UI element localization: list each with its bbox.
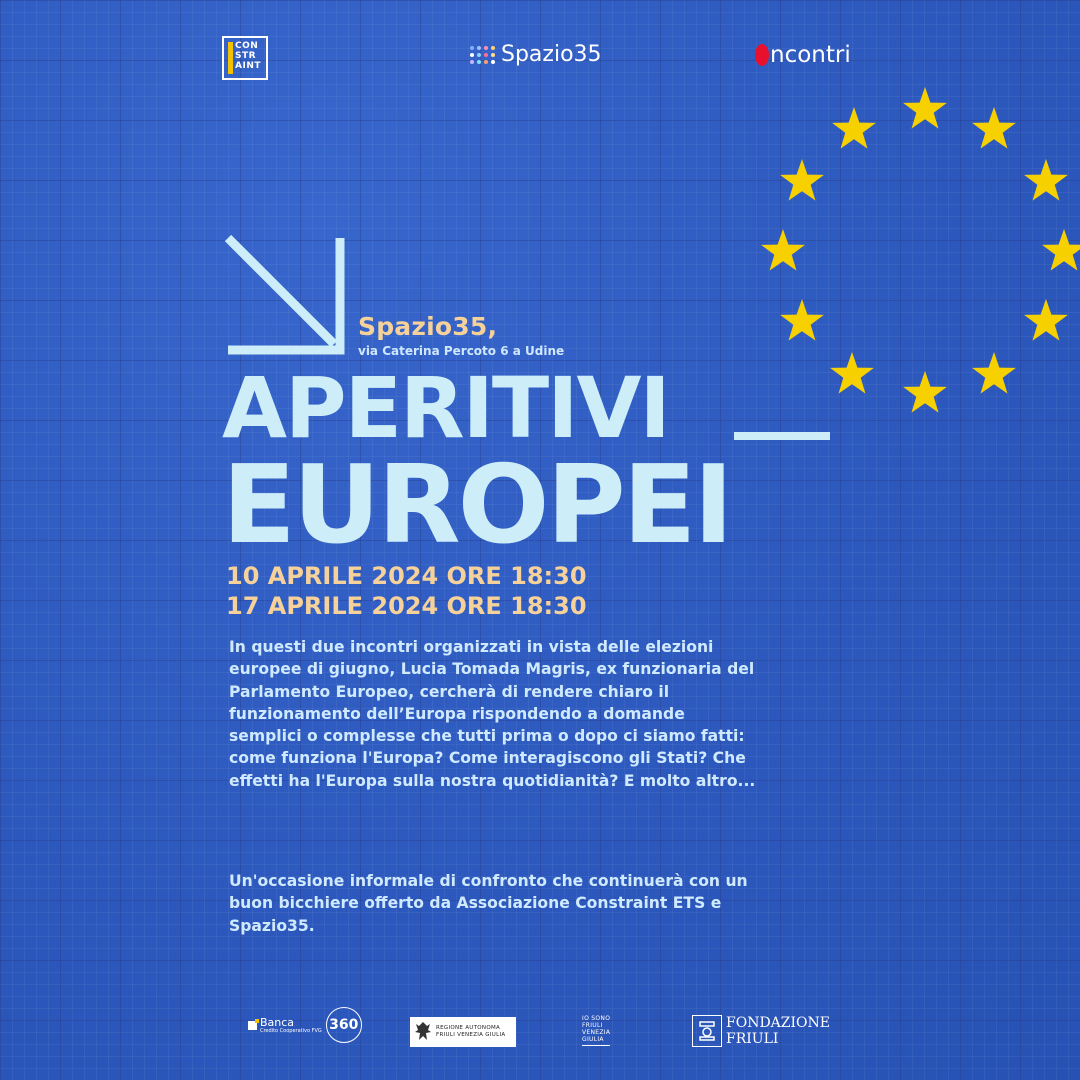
logo-line: STR [235, 51, 257, 61]
sponsor-regione-fvg [410, 1017, 516, 1047]
spazio35-logo-text: Spazio35 [501, 42, 602, 67]
closing-line: Spazio35. [229, 916, 315, 935]
sponsor-io-sono-fvg [582, 1015, 610, 1046]
regione-line: REGIONE AUTONOMA [436, 1025, 501, 1031]
regione-text [436, 1025, 505, 1039]
iosono-line: GIULIA [582, 1036, 604, 1043]
description-line: funzionamento dell’Europa rispondendo a domande [229, 704, 685, 723]
description-line: effetti ha l'Europa sulla nostra quotidianità? E molto altro... [229, 771, 756, 790]
description-line: In questi due incontri organizzati in vista delle elezioni [229, 638, 714, 656]
iosono-line: IO SONO [582, 1015, 611, 1022]
event-date-2: 17 APRILE 2024 ORE 18:30 [226, 592, 587, 620]
iosono-line: FRIULI [582, 1022, 603, 1029]
description-line: come funziona l'Europa? Come interagiscono gli Stati? Che [229, 749, 746, 768]
eu-star-icon [832, 107, 876, 149]
event-date-1: 10 APRILE 2024 ORE 18:30 [226, 562, 587, 590]
description-line: europee di giugno, Lucia Tomada Magris, ex funzionaria del [229, 660, 755, 679]
sponsor-banca360 [248, 1007, 362, 1043]
venue-address: via Caterina Percoto 6 a Udine [358, 344, 565, 358]
eu-star-icon [972, 352, 1016, 394]
title-line-2: EUROPEI [222, 443, 731, 568]
eu-star-icon [780, 159, 824, 201]
banca-square-icon [248, 1021, 257, 1030]
eu-star-icon [1042, 229, 1080, 271]
description-paragraph [229, 636, 829, 792]
closing-paragraph [229, 870, 829, 937]
eu-star-icon [761, 229, 805, 271]
fondazione-text [726, 1015, 830, 1047]
regione-line: FRIULI VENEZIA GIULIA [436, 1032, 506, 1038]
eu-star-icon [1024, 159, 1068, 201]
title-line-1: APERITIVI [222, 359, 669, 457]
fondazione-emblem-icon [692, 1015, 722, 1047]
description-line: Parlamento Europeo, cercherà di rendere chiaro il [229, 682, 670, 701]
eu-star-icon [780, 299, 824, 341]
iosono-line: VENEZIA [582, 1029, 611, 1036]
banca-label: Banca [260, 1015, 295, 1029]
eu-star-icon [972, 107, 1016, 149]
logo-line: CON [235, 41, 259, 51]
banca-text [260, 1017, 322, 1034]
eagle-emblem-icon [414, 1020, 432, 1044]
eu-star-icon [830, 352, 874, 394]
incontri-logo-text: ncontri [770, 42, 851, 68]
title-underscore [734, 432, 830, 440]
closing-line: buon bicchiere offerto da Associazione Constraint ETS e [229, 894, 722, 913]
fondazione-line: FRIULI [726, 1031, 779, 1047]
banca-360-circle: 360 [326, 1007, 362, 1043]
arrow-down-right-icon [222, 232, 346, 356]
fondazione-line: FONDAZIONE [726, 1015, 830, 1031]
eu-star-icon [903, 87, 947, 129]
banca-sub: Credito Cooperativo FVG [260, 1027, 322, 1034]
sponsor-fondazione-friuli [692, 1015, 830, 1047]
eu-star-icon [903, 371, 947, 413]
logo-line: AINT [235, 61, 261, 71]
eu-star-icon [1024, 299, 1068, 341]
closing-line: Un'occasione informale di confronto che continuerà con un [229, 872, 748, 890]
description-line: semplici o complesse che tutti prima o dopo ci siamo fatti: [229, 727, 745, 746]
venue-name: Spazio35, [358, 312, 498, 341]
